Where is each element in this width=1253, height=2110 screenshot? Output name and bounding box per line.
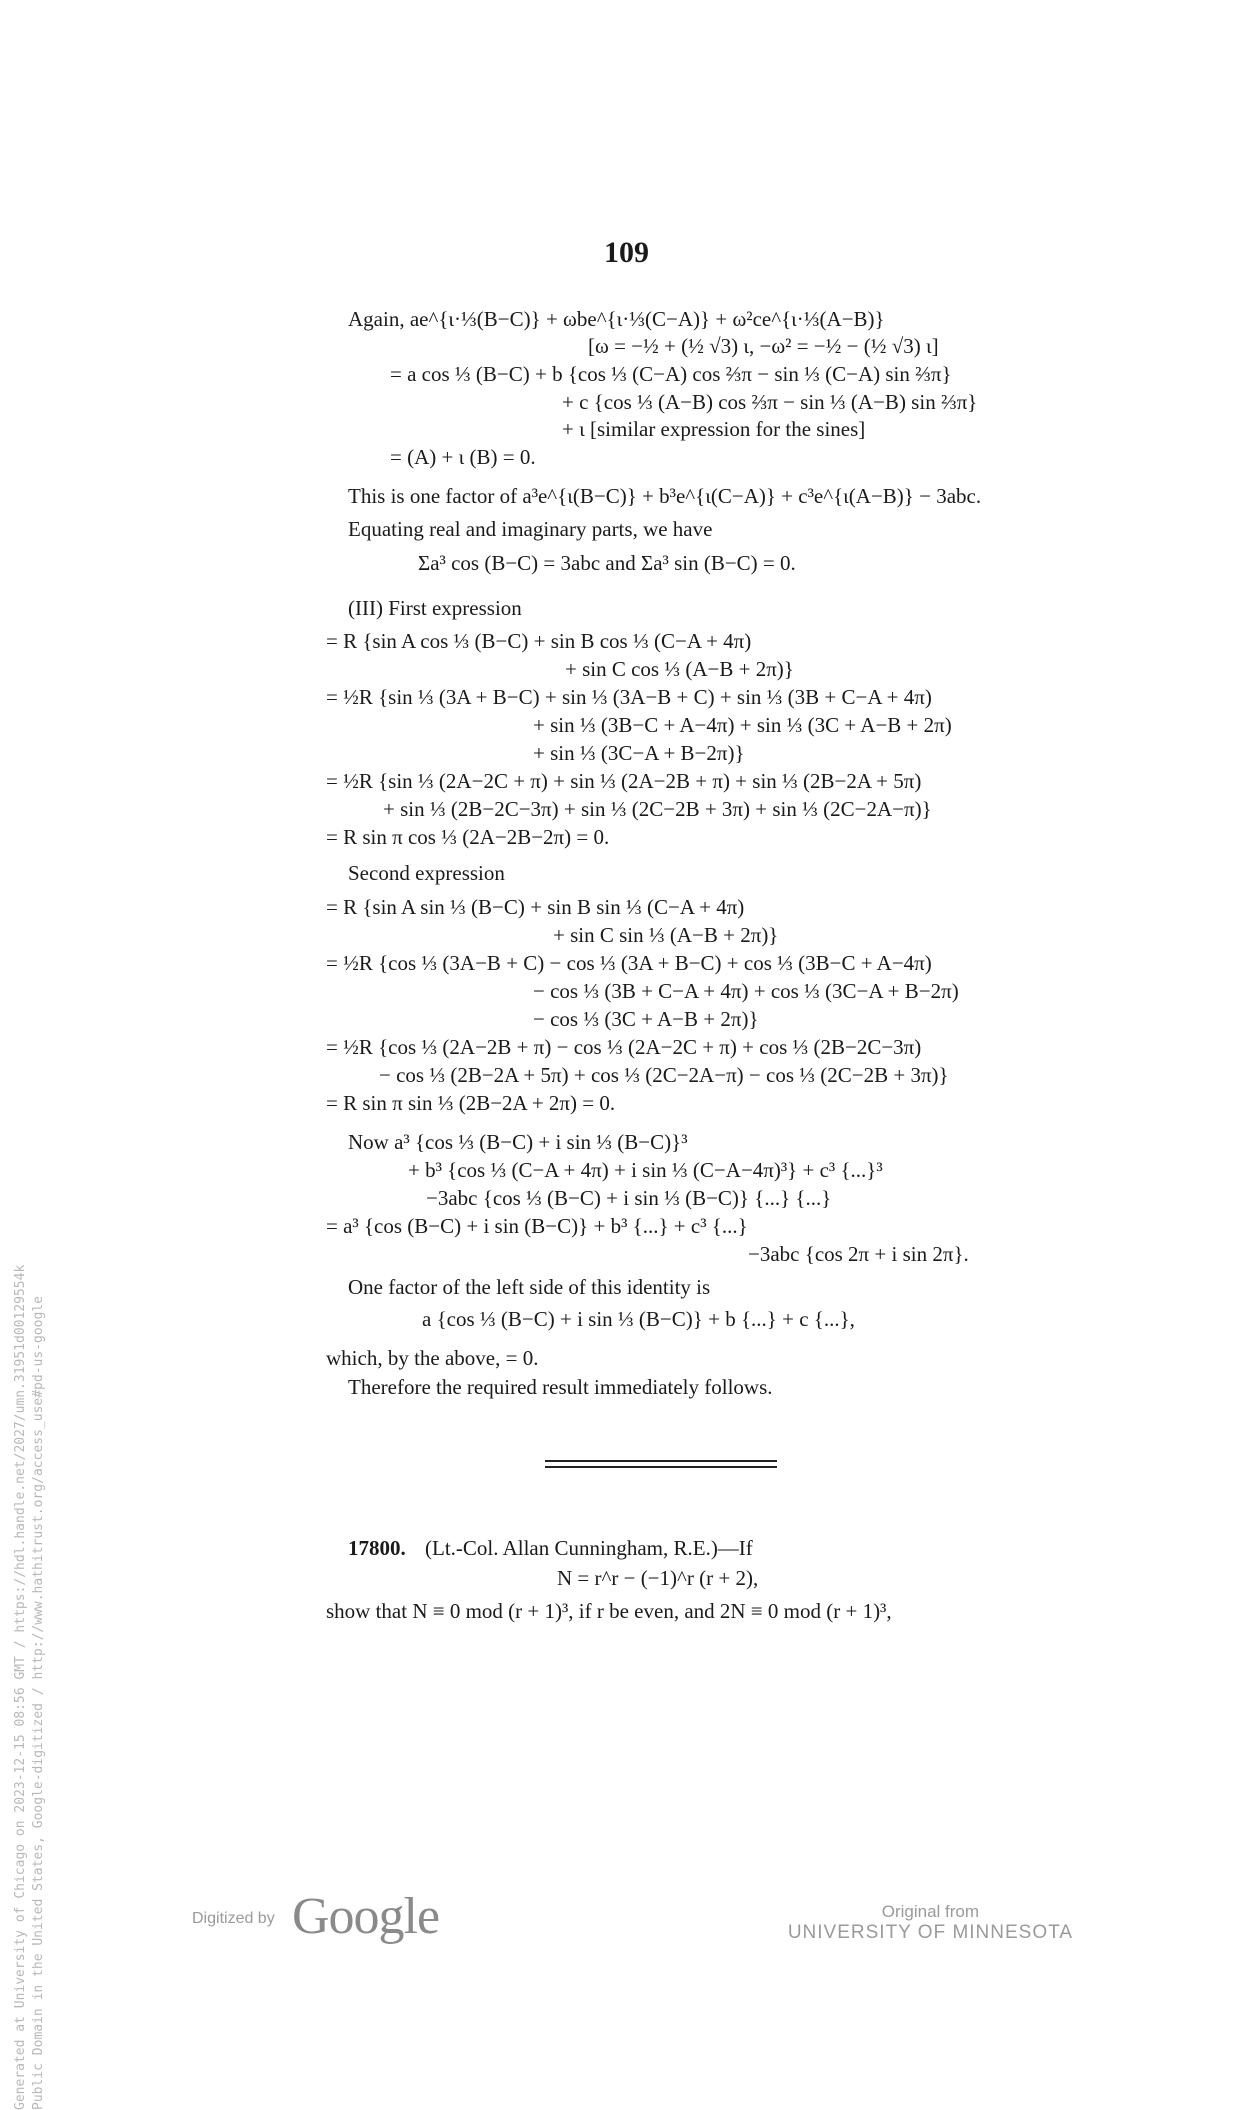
text-line-first-8: = R sin π cos ⅓ (2A−2B−2π) = 0. xyxy=(326,825,610,849)
digitized-by-label: Digitized by xyxy=(192,1910,275,1927)
text-line-second-4: − cos ⅓ (3B + C−A + 4π) + cos ⅓ (3C−A + B−2π) xyxy=(533,979,959,1003)
text-line-therefore: Therefore the required result immediately follows. xyxy=(348,1375,773,1399)
text-line-one-factor: This is one factor of a³e^{ι(B−C)} + b³e^{ι(C−A)} + c³e^{ι(A−B)} − 3abc. xyxy=(348,484,982,508)
text-line-first-2: + sin C cos ⅓ (A−B + 2π)} xyxy=(565,657,794,681)
text-line-which: which, by the above, = 0. xyxy=(326,1346,539,1370)
text-line-expansion-a: = a cos ⅓ (B−C) + b {cos ⅓ (C−A) cos ⅔π − sin ⅓ (C−A) sin ⅔π} xyxy=(390,362,952,386)
text-line-second-1: = R {sin A sin ⅓ (B−C) + sin B sin ⅓ (C−A + 4π) xyxy=(326,895,745,919)
google-logo: Google xyxy=(292,1888,440,1945)
original-from-label: Original from xyxy=(881,1902,980,1921)
text-line-first-7: + sin ⅓ (2B−2C−3π) + sin ⅓ (2C−2B + 3π) + sin ⅓ (2C−2A−π)} xyxy=(383,797,932,821)
watermark-line-2: Public Domain in the United States, Google-digitized / http://www.hathitrust.org/access_use#pd-us-google xyxy=(31,1296,46,2110)
page-number: 109 xyxy=(604,236,649,269)
text-line-now-3: −3abc {cos ⅓ (B−C) + i sin ⅓ (B−C)} {...} {...} xyxy=(426,1186,832,1210)
original-from-block xyxy=(788,1902,1073,1944)
text-line-equating: Equating real and imaginary parts, we have xyxy=(348,517,713,541)
problem-number: 17800. xyxy=(348,1536,406,1560)
problem-statement: show that N ≡ 0 mod (r + 1)³, if r be even, and 2N ≡ 0 mod (r + 1)³, xyxy=(326,1599,892,1623)
text-line-second-5: − cos ⅓ (3C + A−B + 2π)} xyxy=(533,1007,759,1031)
text-line-first-5: + sin ⅓ (3C−A + B−2π)} xyxy=(533,741,745,765)
text-line-first-4: + sin ⅓ (3B−C + A−4π) + sin ⅓ (3C + A−B + 2π) xyxy=(533,713,952,737)
section-divider-bottom xyxy=(545,1466,777,1468)
problem-header xyxy=(348,1535,753,1561)
text-line-first-3: = ½R {sin ⅓ (3A + B−C) + sin ⅓ (3A−B + C) + sin ⅓ (3B + C−A + 4π) xyxy=(326,685,932,709)
text-line-now-1: Now a³ {cos ⅓ (B−C) + i sin ⅓ (B−C)}³ xyxy=(348,1130,688,1154)
text-line-omega-def: [ω = −½ + (½ √3) ι, −ω² = −½ − (½ √3) ι] xyxy=(588,334,939,358)
institution-name: UNIVERSITY OF MINNESOTA xyxy=(787,1922,1073,1943)
problem-author: (Lt.-Col. Allan Cunningham, R.E.)—If xyxy=(425,1536,753,1560)
text-line-result-zero: = (A) + ι (B) = 0. xyxy=(390,445,536,469)
text-line-one-factor-left: One factor of the left side of this identity is xyxy=(348,1275,711,1299)
text-line-sum-result: Σa³ cos (B−C) = 3abc and Σa³ sin (B−C) = 0. xyxy=(418,551,796,575)
hathitrust-watermark xyxy=(12,1130,48,2110)
text-line-expansion-c: + c {cos ⅓ (A−B) cos ⅔π − sin ⅓ (A−B) sin ⅔π} xyxy=(562,390,978,414)
heading-first-expression: (III) First expression xyxy=(348,596,522,620)
section-divider-top xyxy=(545,1460,777,1462)
watermark-line-1: Generated at University of Chicago on 2023-12-15 08:56 GMT / https://hdl.handle.net/2027/umn.31951d00129554k xyxy=(13,1264,28,2110)
heading-second-expression: Second expression xyxy=(348,861,505,885)
text-line-second-8: = R sin π sin ⅓ (2B−2A + 2π) = 0. xyxy=(326,1091,616,1115)
text-line-second-3: = ½R {cos ⅓ (3A−B + C) − cos ⅓ (3A + B−C) + cos ⅓ (3B−C + A−4π) xyxy=(326,951,932,975)
text-line-second-7: − cos ⅓ (2B−2A + 5π) + cos ⅓ (2C−2A−π) − cos ⅓ (2C−2B + 3π)} xyxy=(379,1063,949,1087)
text-line-second-2: + sin C sin ⅓ (A−B + 2π)} xyxy=(553,923,779,947)
text-line-second-6: = ½R {cos ⅓ (2A−2B + π) − cos ⅓ (2A−2C + π) + cos ⅓ (2B−2C−3π) xyxy=(326,1035,922,1059)
text-line-again: Again, ae^{ι·⅓(B−C)} + ωbe^{ι·⅓(C−A)} + ω²ce^{ι·⅓(A−B)} xyxy=(348,307,885,331)
text-line-now-5: −3abc {cos 2π + i sin 2π}. xyxy=(748,1242,969,1266)
text-line-similar-sines: + ι [similar expression for the sines] xyxy=(562,417,866,441)
problem-formula: N = r^r − (−1)^r (r + 2), xyxy=(557,1566,759,1590)
text-line-factor-formula: a {cos ⅓ (B−C) + i sin ⅓ (B−C)} + b {...} + c {...}, xyxy=(422,1307,855,1331)
text-line-now-4: = a³ {cos (B−C) + i sin (B−C)} + b³ {...} + c³ {...} xyxy=(326,1214,748,1238)
text-line-first-1: = R {sin A cos ⅓ (B−C) + sin B cos ⅓ (C−A + 4π) xyxy=(326,629,752,653)
text-line-first-6: = ½R {sin ⅓ (2A−2C + π) + sin ⅓ (2A−2B + π) + sin ⅓ (2B−2A + 5π) xyxy=(326,769,922,793)
text-line-now-2: + b³ {cos ⅓ (C−A + 4π) + i sin ⅓ (C−A−4π)³} + c³ {...}³ xyxy=(408,1158,883,1182)
